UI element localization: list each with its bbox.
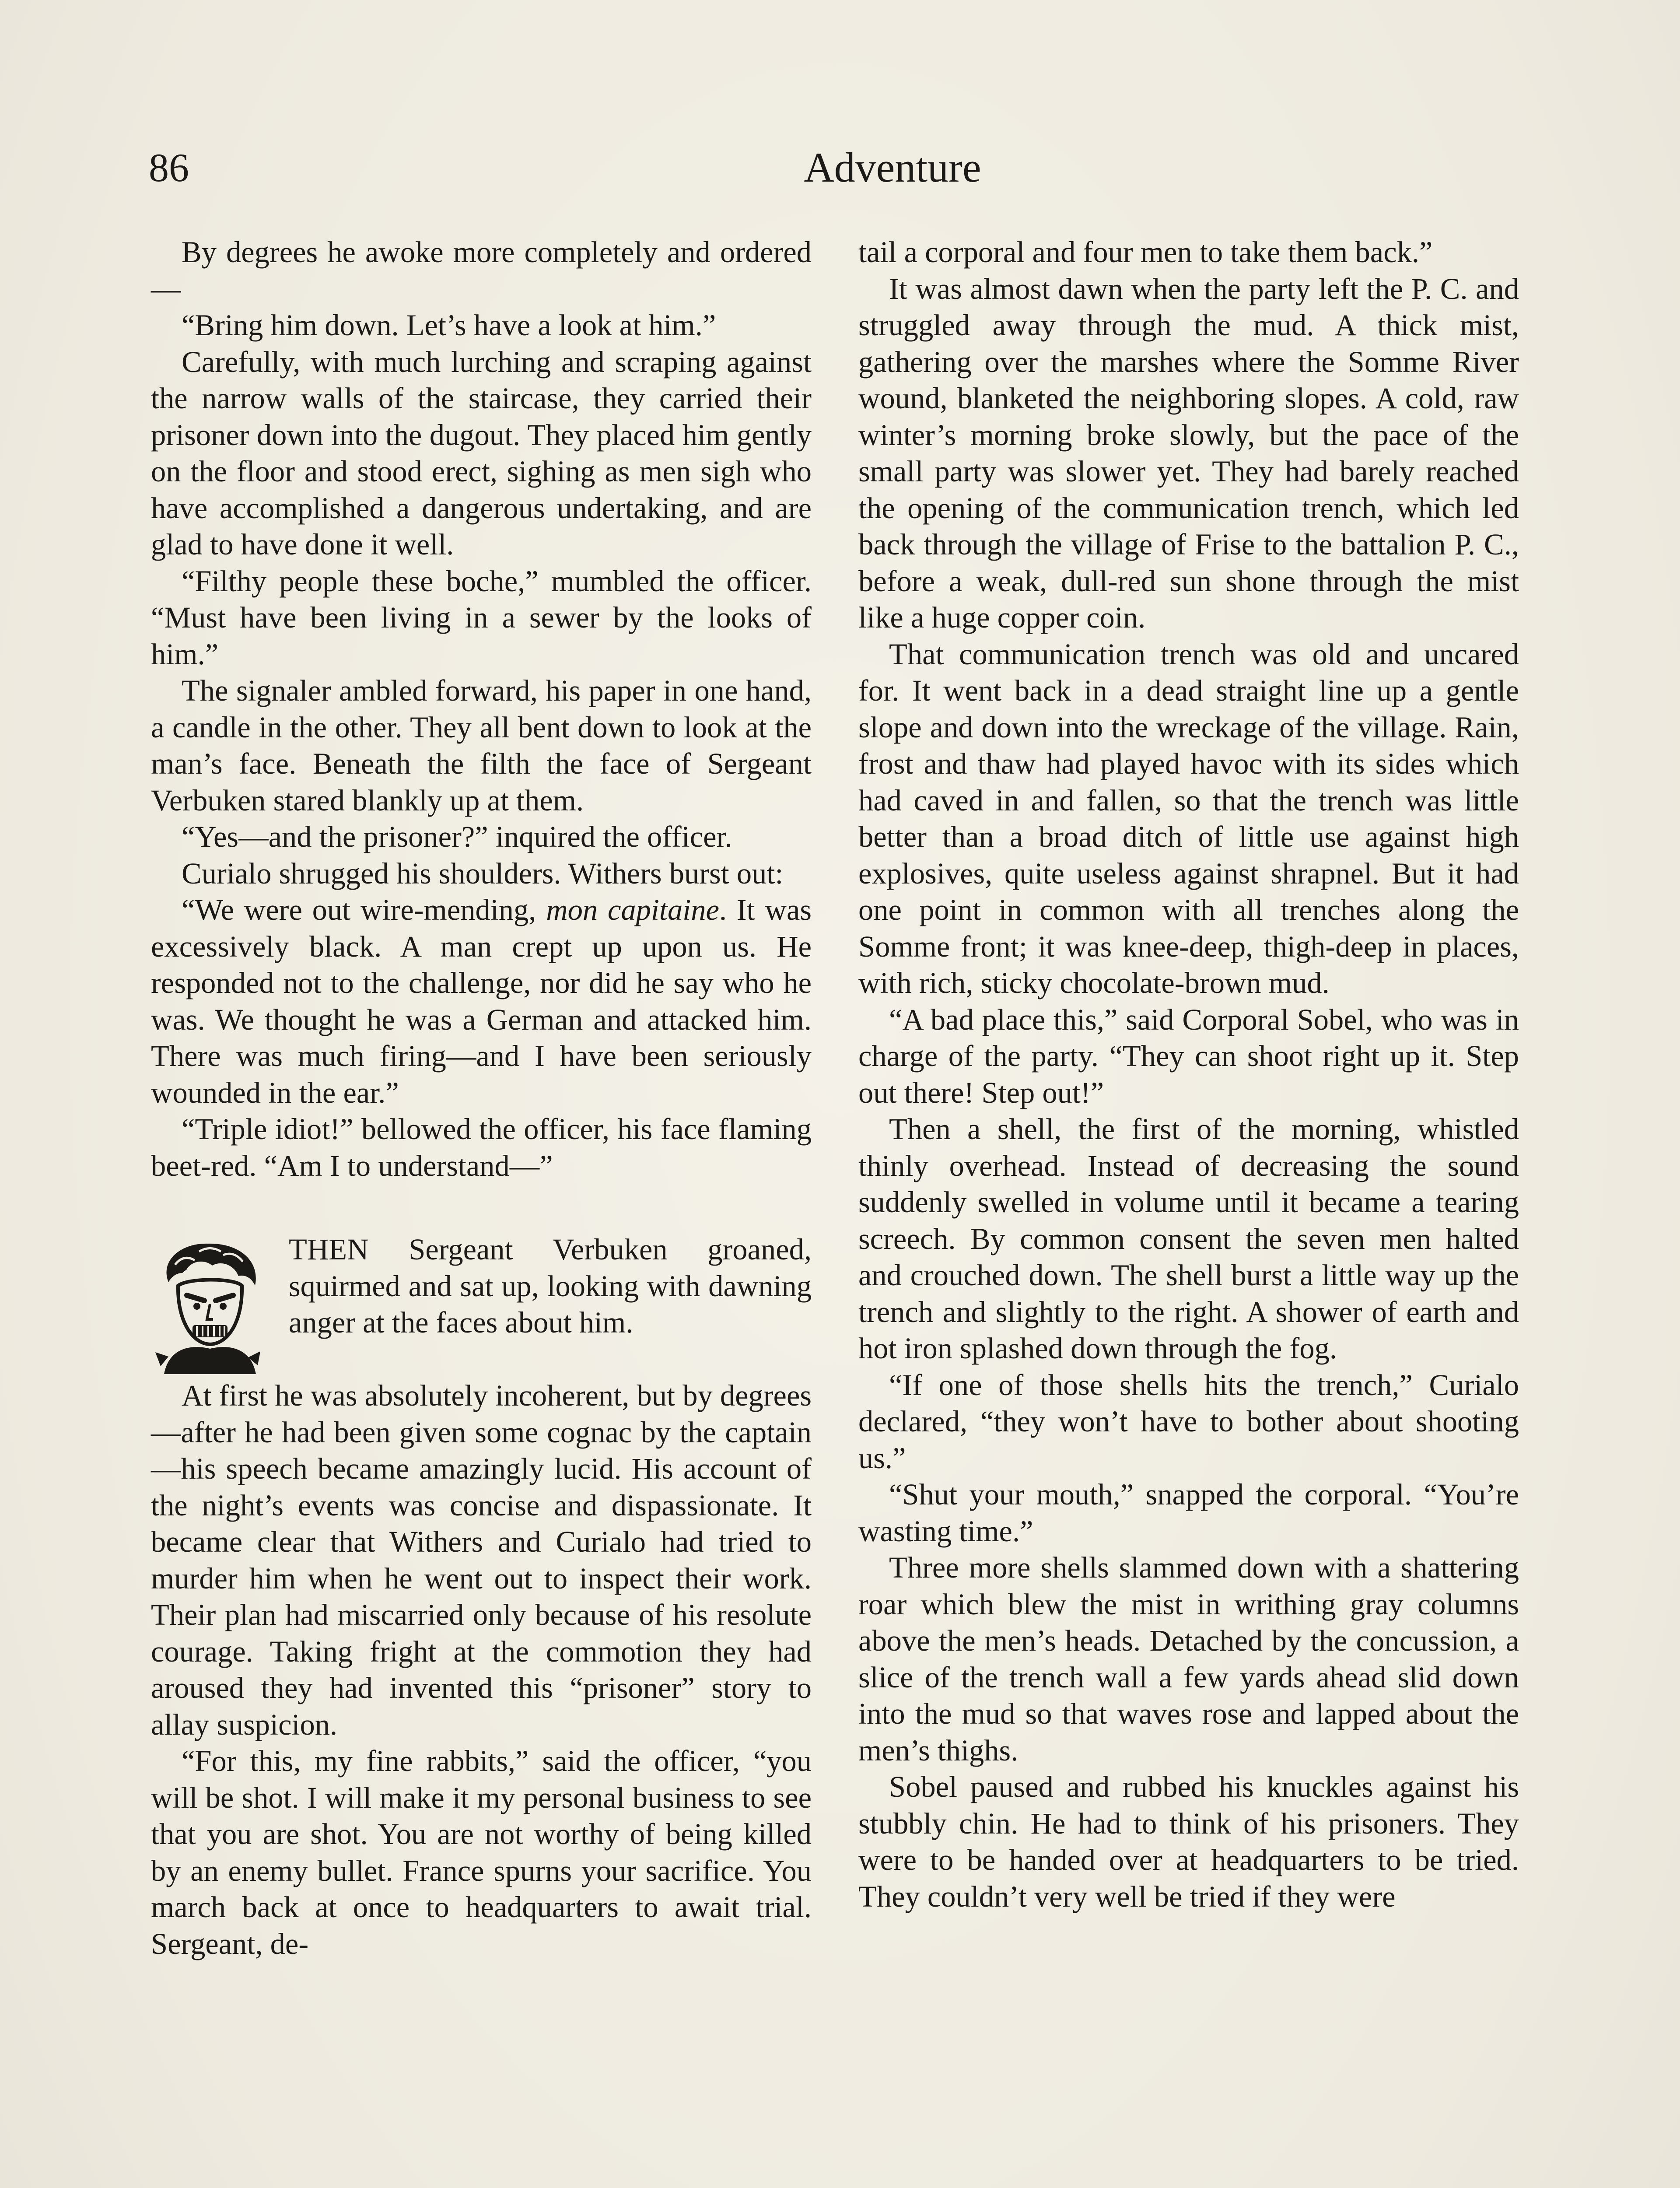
text-run: . It was excessively black. A man crept up upon us. He responded not to the challenge, nor did he say who he was. We thought he was a German and attacked him. There was much firing—and I have been seriously wounded in the ear.” [151, 893, 812, 1109]
paragraph: “Yes—and the prisoner?” inquired the officer. [182, 820, 732, 853]
paragraph: Then a shell, the first of the morning, whistled thinly overhead. Instead of decreasing the sound suddenly swelled in volume until it became a tearing screech. By common consent the seven men halted and crouched down. The shell burst a little way up the trench and slightly to the right. A shower of earth and hot iron splashed down through the fog. [858, 1112, 1519, 1365]
magazine-title: Adventure [804, 144, 981, 191]
paragraph: Carefully, with much lurching and scraping against the narrow walls of the staircase, they carried their prisoner down into the dugout. They placed him gently on the floor and stood erect, sighing as men sigh who have accomplished a dangerous undertaking, and are glad to have done it well. [151, 345, 812, 561]
section-break-with-illustration [151, 1231, 812, 1378]
page-number: 86 [149, 145, 189, 190]
paragraph: It was almost dawn when the party left the P. C. and struggled away through the mud. A thick mist, gathering over the marshes where the Somme River wound, blanketed the neighboring slopes. A cold, raw winter’s morning broke slowly, but the pace of the small party was slower yet. They had barely reached the opening of the communication trench, which led back through the village of Frise to the battalion P. C., before a weak, dull-red sun shone through the mist like a huge copper coin. [858, 272, 1519, 634]
paragraph: Three more shells slammed down with a shattering roar which blew the mist in writhing gray columns above the men’s heads. Detached by the concussion, a slice of the trench wall a few yards ahead slid down into the mud so that waves rose and lapped about the men’s thighs. [858, 1551, 1519, 1767]
left-column [151, 234, 812, 1962]
paragraph: Curialo shrugged his shoulders. Withers burst out: [182, 856, 784, 890]
paragraph: “If one of those shells hits the trench,” Curialo declared, “they won’t have to bother about shooting us.” [858, 1368, 1519, 1475]
paragraph: “Filthy people these boche,” mumbled the officer. “Must have been living in a sewer by the looks of him.” [151, 564, 812, 671]
paragraph: “Shut your mouth,” snapped the corporal. “You’re wasting time.” [858, 1478, 1519, 1548]
grimacing-soldier-head-icon [151, 1234, 269, 1374]
paragraph: “A bad place this,” said Corporal Sobel, who was in charge of the party. “They can shoot right up it. Step out there! Step out!” [858, 1003, 1519, 1109]
paragraph: The signaler ambled forward, his paper in one hand, a candle in the other. They all bent down to look at the man’s face. Beneath the filth the face of Sergeant Verbuken stared blankly up at them. [151, 674, 812, 817]
paragraph: By degrees he awoke more completely and ordered— [151, 235, 812, 305]
paragraph: tail a corporal and four men to take them back.” [858, 235, 1433, 269]
paragraph-with-italic [151, 892, 812, 1111]
paragraph: “For this, my fine rabbits,” said the officer, “you will be shot. I will make it my personal business to see that you are shot. You are not worthy of being killed by an enemy bullet. France spurns your sacrifice. You march back at once to headquarters to await trial. Sergeant, de- [151, 1744, 812, 1960]
paragraph: Sobel paused and rubbed his knuckles against his stubbly chin. He had to think of his prisoners. They were to be handed over at headquarters to be tried. They couldn’t very well be tried if they were [858, 1770, 1519, 1913]
section-opening-paragraph: THEN Sergeant Verbuken groaned, squirmed and sat up, looking with dawning anger at the faces about him. [289, 1233, 812, 1339]
italic-phrase: mon capitaine [546, 893, 719, 926]
paragraph: At first he was absolutely incoherent, but by degrees—after he had been given some cognac by the captain—his speech became amazingly lucid. His account of the night’s events was concise and dispassionate. It became clear that Withers and Curialo had tried to murder him when he went out to inspect their work. Their plan had miscarried only because of his resolute courage. Taking fright at the commotion they had aroused they had invented this “prisoner” story to allay suspicion. [151, 1379, 812, 1741]
page-header [149, 139, 1531, 196]
right-column [858, 234, 1519, 1915]
paragraph: “Triple idiot!” bellowed the officer, his face flaming beet-red. “Am I to understand—” [151, 1112, 812, 1182]
text-run: “We were out wire-mending, [182, 893, 546, 926]
paragraph: “Bring him down. Let’s have a look at him.” [182, 309, 716, 342]
paragraph: That communication trench was old and uncared for. It went back in a dead straight line up a gentle slope and down into the wreckage of the village. Rain, frost and thaw had played havoc with its sides which had caved in and fallen, so that the trench was little better than a broad ditch of little use against high explosives, quite useless against shrapnel. But it had one point in common with all trenches along the Somme front; it was knee-deep, thigh-deep in places, with rich, sticky chocolate-brown mud. [858, 637, 1519, 999]
